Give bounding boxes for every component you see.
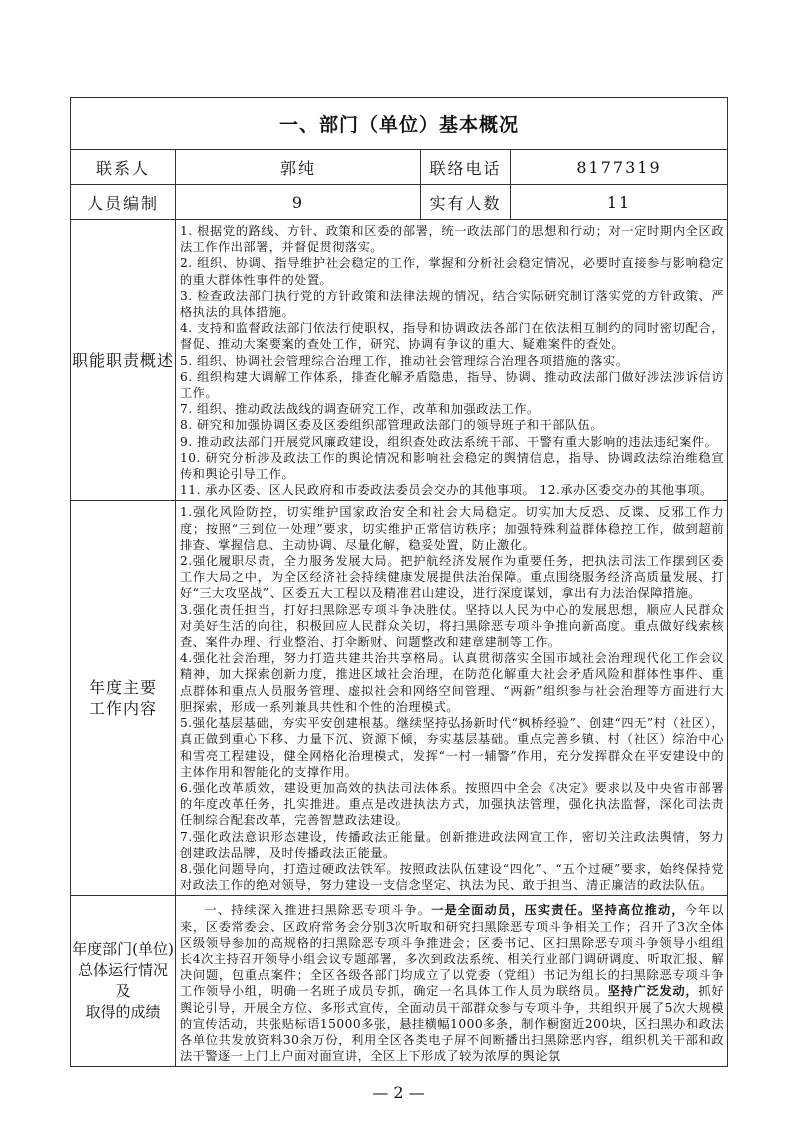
phone-value: 8177319 xyxy=(511,150,728,185)
text-run: 一、持续深入推进扫黑除恶专项斗争。 xyxy=(204,903,432,918)
work-item: 8.强化问题导向，打造过硬政法铁军。按照政法队伍建设“四化”、“五个过硬”要求，始终保持党对政法工作的绝对领导，努力建设一支信念坚定、执法为民、敢于担当、清正廉洁的政法队伍。 xyxy=(180,861,725,893)
duty-item: 2. 组织、协调、指导维护社会稳定的工作，掌握和分析社会稳定情况，必要时直接参与影响稳定的重大群体性事件的处置。 xyxy=(180,256,725,287)
annual-work-content xyxy=(176,501,728,896)
duty-item: 10. 研究分析涉及政法工作的舆论情况和影响社会稳定的舆情信息，指导、协调政法综治维稳宣传和舆论引导工作。 xyxy=(180,450,725,482)
results-content xyxy=(176,896,728,1067)
label-line: 工作内容 xyxy=(88,699,157,719)
annual-work-label xyxy=(71,501,176,896)
duty-item: 4. 支持和监督政法部门依法行使职权，指导和协调政法各部门在依法相互制约的同时密切配合，督促、推动大案要案的查处工作，研究、协调有争议的重大、疑难案件的查处。 xyxy=(180,321,725,352)
label-line: 年度主要 xyxy=(88,678,157,698)
page-number: — 2 — xyxy=(372,1083,425,1103)
contact-value: 郭纯 xyxy=(176,150,421,185)
label-line: 取得的成绩 xyxy=(85,1003,161,1022)
basic-info-table xyxy=(70,97,728,1067)
duty-item: 5. 组织、协调社会管理综合治理工作，推动社会管理综合治理各项措施的落实。 xyxy=(180,353,629,368)
staff-value: 9 xyxy=(176,185,421,220)
duty-item: 8. 研究和加强协调区委及区委组织部管理政法部门的领导班子和干部队伍。 xyxy=(180,418,604,433)
bold-run: 一是全面动员，压实责任。坚持高位推动， xyxy=(431,903,685,918)
work-item: 5.强化基层基础，夯实平安创建根基。继续坚持弘扬新时代“枫桥经验”、创建“四无”村（社区），真正做到重心下移、力量下沉、资源下倾，夯实基层基础。重点完善乡镇、村（社区）综治中心和雪亮工程建设，健全网格化治理模式，发挥“一村一辅警”作用，充分发挥群众在平安建设中的主体作用和智能化的支撑作用。 xyxy=(180,716,725,779)
duty-item: 1. 根据党的路线、方针、政策和区委的部署，统一政法部门的思想和行动；对一定时期内全区政法工作作出部署，并督促贯彻落实。 xyxy=(180,224,725,255)
work-item: 4.强化社会治理，努力打造共建共治共享格局。认真贯彻落实全国市域社会治理现代化工作会议精神，加大探索创新力度，推进区域社会治理，在防范化解重大社会矛盾风险和群体性事件、重点群体和重点人员服务管理、虚拟社会和网络空间管理、“两新”组织参与社会治理等方面进行大胆探索，形成一系列兼具共性和个性的治理模式。 xyxy=(180,651,725,714)
actual-label: 实有人数 xyxy=(421,185,511,220)
duty-item: 11. 承办区委、区人民政府和市委政法委员会交办的其他事项。 12.承办区委交办的其他事项。 xyxy=(180,483,713,498)
work-item: 7.强化政法意识形态建设，传播政法正能量。创新推进政法网宣工作，密切关注政法舆情，努力创建政法品牌，及时传播政法正能量。 xyxy=(180,829,725,860)
section-title: 一、部门（单位）基本概况 xyxy=(71,98,728,150)
results-label xyxy=(71,896,176,1067)
work-item: 6.强化改革质效，建设更加高效的执法司法体系。按照四中全会《决定》要求以及中央省市部署的年度改革任务，扎实推进。重点是改进执法方式，加强执法管理，强化执法监督，深化司法责任制综合配套改革，完善智慧政法建设。 xyxy=(180,780,725,828)
results-paragraph xyxy=(180,902,724,1064)
phone-label: 联络电话 xyxy=(421,150,511,185)
work-item: 2.强化履职尽责，全力服务发展大局。把护航经济发展作为重要任务，把执法司法工作摆到区委工作大局之中，为全区经济社会持续健康发展提供法治保障。重点围绕服务经济高质量发展、打好“三大攻坚战”、区委五大工程以及精准君山建设，进行深度谋划，拿出有力法治保障措施。 xyxy=(180,554,725,601)
duty-item: 6. 组织构建大调解工作体系，排查化解矛盾隐患，指导、协调、推动政法部门做好涉法涉诉信访工作。 xyxy=(180,369,725,401)
work-item: 3.强化责任担当，打好扫黑除恶专项斗争决胜仗。坚持以人民为中心的发展思想，顺应人民群众对美好生活的向往，积极回应人民群众关切，将扫黑除恶专项斗争推向新高度。重点做好线索核查、案件办理、行业整治、打伞断财、问题整改和建章建制等工作。 xyxy=(180,602,725,650)
duties-label: 职能职责概述 xyxy=(71,220,176,501)
work-item: 1.强化风险防控，切实维护国家政治安全和社会大局稳定。切实加大反恐、反谍、反邪工作力度；按照“三到位一处理”要求，切实维护正常信访秩序；加强特殊利益群体稳控工作，做到超前排查、掌握信息、主动协调、尽量化解，稳妥处置，防止激化。 xyxy=(180,505,725,552)
duty-item: 7. 组织、推动政法战线的调查研究工作，改革和加强政法工作。 xyxy=(180,402,540,417)
label-line: 年度部门(单位) xyxy=(72,940,174,959)
bold-run: 坚持广泛发动， xyxy=(607,984,699,999)
actual-value: 11 xyxy=(511,185,728,220)
text-run: 今年以来，区委常委会、区政府常务会分别3次听取和研究扫黑除恶专项斗争相关工作；召开了3次全体区级领导参加的高规格的扫黑除恶专项斗争推进会；区委书记、区扫黑除恶专项斗争领导小组组长4次主持召开领导小组会议专题部署，多次到政法系统、相关行业部门调研调度、听取汇报、解决问题，包重点案件；全区各级各部门均成立了以党委（党组）书记为组长的扫黑除恶专项斗争工作领导小组，明确一名班子成员专抓，确定一名具体工作人员为联络员。 xyxy=(180,903,725,999)
duties-content xyxy=(176,220,728,501)
contact-label: 联系人 xyxy=(71,150,176,185)
duty-item: 9. 推动政法部门开展党风廉政建设，组织查处政法系统干部、干警有重大影响的违法违纪案件。 xyxy=(180,434,718,449)
staff-label: 人员编制 xyxy=(71,185,176,220)
text-run: 抓好舆论引导，开展全方位、多形式宣传，全面动员干部群众参与专项斗争，共组织开展了5次大规模的宣传活动，共张贴标语15000多张，悬挂横幅1000多条，制作橱窗近200块，区扫黑办和政法各单位共发放资料30余万份，利用全区各类电子屏不间断播出扫黑除恶内容，组织机关干部和政法干警逐一上门上户面对面宣讲，全区上下形成了较为浓厚的舆论氛 xyxy=(180,984,725,1064)
duty-item: 3. 检查政法部门执行党的方针政策和法律法规的情况，结合实际研究制订落实党的方针政策、严格执法的具体措施。 xyxy=(180,288,725,320)
label-line: 总体运行情况及 xyxy=(77,961,168,1001)
